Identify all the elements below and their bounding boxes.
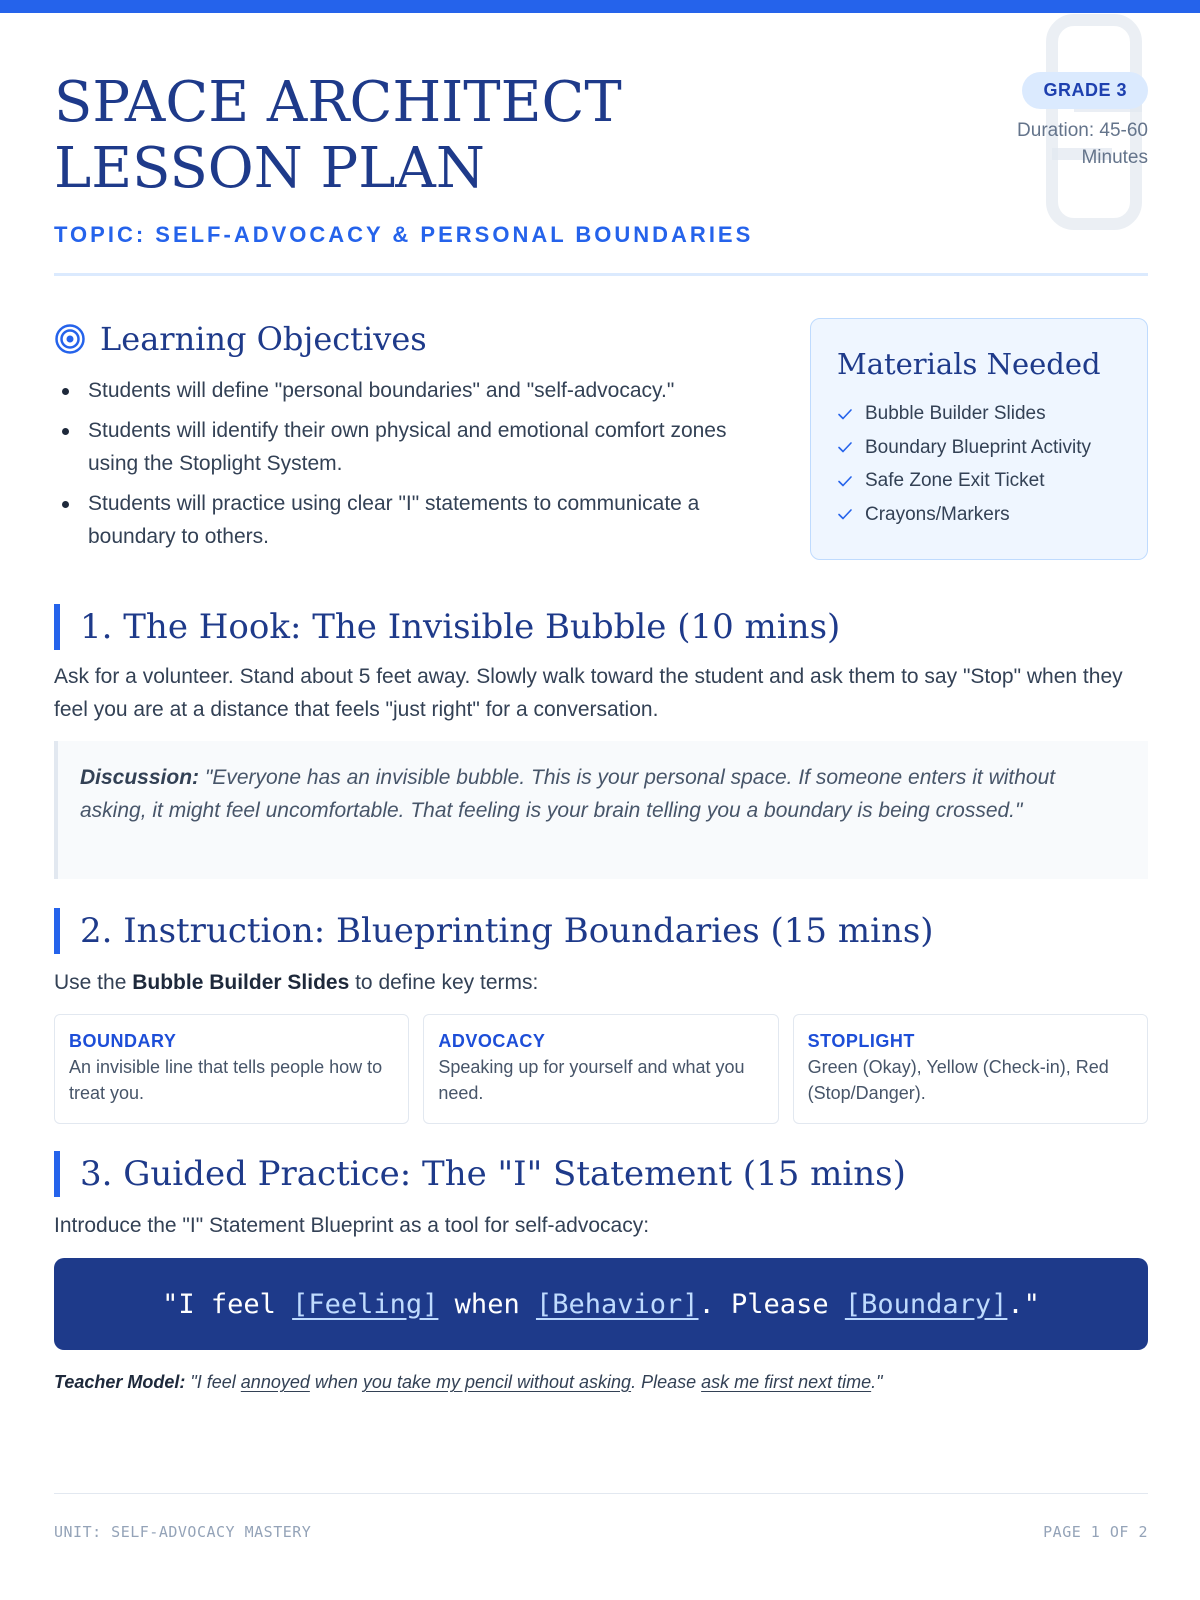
check-icon (837, 473, 853, 489)
header-divider (54, 273, 1148, 276)
term-definition: Green (Okay), Yellow (Check-in), Red (Stop/Danger). (807, 1057, 1109, 1103)
term-card-boundary (54, 1014, 409, 1124)
term-name: STOPLIGHT (807, 1031, 915, 1051)
material-item (837, 397, 1121, 431)
material-label: Boundary Blueprint Activity (865, 436, 1092, 458)
instruction-title: 2. Instruction: Blueprinting Boundaries (15 mins) (80, 911, 934, 951)
material-item (837, 431, 1121, 465)
check-icon (837, 506, 853, 522)
feeling-placeholder: [Feeling] (292, 1288, 439, 1320)
page-footer (54, 1523, 1148, 1541)
teacher-model-label: Teacher Model: (54, 1372, 186, 1392)
grade-badge: GRADE 3 (1022, 72, 1148, 109)
objectives-list (54, 374, 774, 553)
heading-accent-bar (54, 908, 60, 954)
check-icon (837, 406, 853, 422)
heading-accent-bar (54, 604, 60, 650)
topic-subtitle: TOPIC: SELF-ADVOCACY & PERSONAL BOUNDARIES (54, 222, 754, 247)
objective-item: Students will practice using clear "I" statements to communicate a boundary to others. (54, 487, 774, 553)
instruction-heading (54, 908, 934, 954)
term-definition: Speaking up for yourself and what you need. (438, 1057, 745, 1103)
term-name: BOUNDARY (69, 1031, 177, 1051)
heading-accent-bar (54, 1151, 60, 1197)
duration-label: Duration: 45-60 Minutes (1017, 120, 1148, 168)
behavior-placeholder: [Behavior] (535, 1288, 699, 1320)
term-name: ADVOCACY (438, 1031, 546, 1051)
material-label: Safe Zone Exit Ticket (865, 470, 1045, 491)
hook-heading (54, 604, 840, 650)
materials-list (837, 397, 1121, 531)
discussion-callout (54, 741, 1148, 879)
model-behavior: you take my pencil without asking (362, 1372, 632, 1392)
instruction-intro: Use the Bubble Builder Slides to define key terms: (54, 971, 539, 994)
discussion-label: Discussion: (80, 766, 200, 789)
term-definition: An invisible line that tells people how to treat you. (69, 1057, 383, 1103)
check-icon (837, 439, 853, 455)
term-card-stoplight (793, 1014, 1148, 1124)
page-title: SPACE ARCHITECT LESSON PLAN (54, 70, 622, 201)
top-accent-bar (0, 0, 1200, 13)
hook-title: 1. The Hook: The Invisible Bubble (10 mins) (80, 607, 841, 647)
target-icon (54, 323, 86, 355)
material-item (837, 464, 1121, 498)
materials-box (810, 318, 1148, 560)
key-terms (54, 1014, 1148, 1124)
model-boundary: ask me first next time (701, 1372, 872, 1392)
page-number: PAGE 1 OF 2 (1043, 1523, 1148, 1541)
materials-title: Materials Needed (837, 347, 1101, 381)
objective-item: Students will define "personal boundaries" and "self-advocacy." (54, 374, 774, 407)
model-feeling: annoyed (240, 1372, 310, 1392)
objectives-title: Learning Objectives (100, 320, 427, 358)
practice-heading (54, 1151, 906, 1197)
term-card-advocacy (423, 1014, 778, 1124)
material-label: Crayons/Markers (865, 503, 1010, 525)
page-header (54, 70, 1148, 248)
footer-divider (54, 1493, 1148, 1494)
i-statement-formula: "I feel [Feeling] when [Behavior] . Please [Boundary] ." (54, 1258, 1148, 1350)
material-item (837, 498, 1121, 532)
objectives-heading (54, 320, 774, 358)
hook-text: Ask for a volunteer. Stand about 5 feet away. Slowly walk toward the student and ask them to say "Stop" when they feel you are at a distance that feels "just right" for a conversation. (54, 665, 1123, 721)
discussion-text: "Everyone has an invisible bubble. This is your personal space. If someone enters it without asking, it might feel uncomfortable. That feeling is your brain telling you a boundary is being crossed." (80, 766, 1056, 822)
learning-objectives (54, 320, 774, 560)
slides-name: Bubble Builder Slides (132, 971, 350, 994)
unit-label: UNIT: SELF-ADVOCACY MASTERY (54, 1523, 312, 1541)
lesson-meta (998, 72, 1148, 171)
practice-intro: Introduce the "I" Statement Blueprint as a tool for self-advocacy: (54, 1214, 650, 1237)
boundary-placeholder: [Boundary] (844, 1288, 1008, 1320)
material-label: Bubble Builder Slides (865, 403, 1046, 424)
teacher-model: Teacher Model: "I feel annoyed when you take my pencil without asking. Please ask me first next time." (54, 1372, 883, 1392)
practice-title: 3. Guided Practice: The "I" Statement (15 mins) (80, 1154, 906, 1194)
objective-item: Students will identify their own physical and emotional comfort zones using the Stoplight System. (54, 414, 774, 480)
